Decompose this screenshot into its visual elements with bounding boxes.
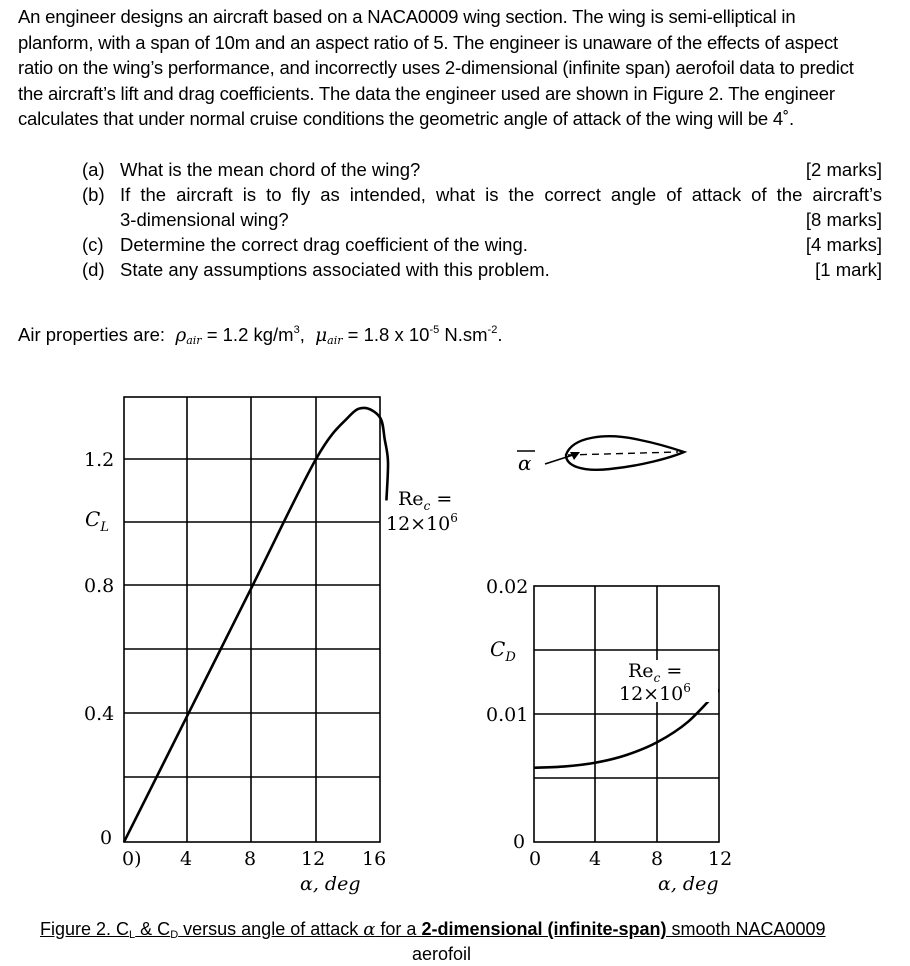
cl-y-axis-sub: L bbox=[100, 520, 109, 535]
question-text: 3-dimensional wing? bbox=[120, 209, 289, 230]
re-sub: c bbox=[423, 499, 431, 513]
mu-sub: air bbox=[327, 334, 343, 347]
re-value: 12×10 bbox=[619, 683, 684, 705]
cd-x-tick-label: 12 bbox=[708, 848, 733, 870]
airfoil-sketch bbox=[517, 436, 684, 475]
alpha-bar-label: α bbox=[518, 451, 532, 475]
question-marks: [8 marks] bbox=[805, 209, 882, 230]
cl-x-tick-label: 12 bbox=[301, 848, 326, 870]
question-text: Determine the correct drag coefficient of the wing. bbox=[120, 234, 528, 255]
cl-frame bbox=[124, 397, 380, 842]
cl-y-axis-label bbox=[85, 507, 109, 535]
rho-value: = 1.2 kg/m bbox=[201, 324, 294, 345]
cd-tick-label: 0.01 bbox=[486, 704, 529, 726]
figure-caption-line2: aerofoil bbox=[412, 944, 472, 964]
re-exp: 6 bbox=[450, 511, 458, 525]
question-marks: [2 marks] bbox=[805, 159, 882, 180]
mu-symbol: μ bbox=[315, 325, 328, 346]
re-eq: = bbox=[430, 488, 453, 510]
mu-unit: N.sm bbox=[439, 324, 488, 345]
cd-x-tick-label: 4 bbox=[589, 848, 602, 870]
chord-line bbox=[568, 452, 678, 455]
question-text: What is the mean chord of the wing? bbox=[120, 159, 421, 180]
cl-x-tick-label: 0) bbox=[122, 848, 142, 870]
cd-x-tick-label: 8 bbox=[651, 848, 664, 870]
question-label: (c) bbox=[82, 234, 104, 255]
air-properties: Air properties are: $\rho_{air} = 1.2$ $kg/m^3$, $\mu_{air} = 1.8$ x $10^{-5}$ $N.sm^{-2}$. bbox=[18, 324, 503, 347]
mu-value: = 1.8 x 10 bbox=[342, 324, 430, 345]
air-prefix: Air properties are: bbox=[18, 324, 166, 345]
caption-l-sub: L bbox=[129, 929, 136, 941]
rho-symbol: ρ bbox=[175, 325, 187, 346]
caption-alpha: α bbox=[363, 919, 376, 940]
cl-re-label bbox=[398, 488, 452, 513]
re-text: Re bbox=[398, 488, 424, 510]
question-text: State any assumptions associated with this problem. bbox=[120, 259, 550, 280]
cl-re-value bbox=[386, 511, 458, 535]
mu-unit-exp: -2 bbox=[487, 324, 498, 336]
cd-x-axis-label: α, deg bbox=[658, 873, 719, 895]
rho-exp: 3 bbox=[293, 324, 300, 336]
cd-y-axis-sub: D bbox=[505, 650, 516, 665]
cl-tick-label: 0.4 bbox=[84, 703, 115, 725]
mu-exp: -5 bbox=[429, 324, 440, 336]
question-label: (d) bbox=[82, 259, 105, 280]
cd-tick-label: 0.02 bbox=[486, 576, 529, 598]
cd-tick-label: 0 bbox=[513, 831, 526, 853]
question-text: If the aircraft is to fly as intended, what is the correct angle of attack of the aircraft’s bbox=[120, 184, 882, 205]
cd-re-value bbox=[619, 681, 691, 705]
cd-y-axis-label bbox=[490, 637, 516, 665]
question-label: (a) bbox=[82, 159, 105, 180]
problem-line: planform, with a span of 10m and an aspect ratio of 5. The engineer is unaware of the effects of aspect bbox=[18, 31, 838, 53]
caption-d-sub: D bbox=[170, 929, 179, 941]
question-label: (b) bbox=[82, 184, 105, 205]
question-marks: [1 mark] bbox=[815, 259, 882, 280]
caption-amp: & C bbox=[135, 919, 171, 939]
re-value: 12×10 bbox=[386, 513, 451, 535]
cd-x-tick-label: 0 bbox=[529, 848, 542, 870]
cl-tick-label: 1.2 bbox=[84, 449, 115, 471]
cl-y-axis-letter: C bbox=[85, 507, 101, 531]
re-eq: = bbox=[660, 660, 683, 682]
cl-x-tick-label: 16 bbox=[362, 848, 387, 870]
cl-grid bbox=[124, 397, 380, 842]
cl-x-tick-label: 4 bbox=[180, 848, 193, 870]
cl-tick-label: 0.8 bbox=[84, 575, 115, 597]
re-exp: 6 bbox=[683, 681, 691, 695]
cd-grid bbox=[534, 586, 719, 842]
caption-for-a: for a bbox=[375, 919, 422, 939]
airfoil-outline bbox=[566, 436, 684, 469]
flow-arrow bbox=[545, 454, 576, 464]
cd-y-axis-letter: C bbox=[490, 637, 506, 661]
problem-line: An engineer designs an aircraft based on a NACA0009 wing section. The wing is semi-elliptical in bbox=[18, 6, 796, 27]
air-end: . bbox=[497, 324, 503, 345]
question-marks: [4 marks] bbox=[805, 234, 882, 255]
problem-line: calculates that under normal cruise conditions the geometric angle of attack of the wing will be 4˚. bbox=[18, 108, 794, 129]
caption-bold: 2-dimensional (infinite-span) bbox=[421, 919, 667, 939]
re-text: Re bbox=[628, 660, 654, 682]
problem-line: the aircraft’s lift and drag coefficients. The data the engineer used are shown in Figure 2. The engineer bbox=[18, 82, 835, 104]
caption-mid: versus angle of attack bbox=[178, 919, 364, 939]
re-sub: c bbox=[653, 671, 661, 685]
rho-sub: air bbox=[186, 334, 202, 347]
caption-pre: Figure 2. C bbox=[40, 919, 130, 939]
cl-x-tick-label: 8 bbox=[244, 848, 257, 870]
cl-tick-label: 0 bbox=[100, 827, 113, 849]
cl-x-axis-label: α, deg bbox=[300, 873, 361, 895]
caption-post: smooth NACA0009 bbox=[666, 919, 826, 939]
figure-caption bbox=[40, 917, 826, 942]
problem-line: ratio on the wing’s performance, and incorrectly uses 2-dimensional (infinite span) aerofoil data to predict bbox=[18, 57, 854, 78]
